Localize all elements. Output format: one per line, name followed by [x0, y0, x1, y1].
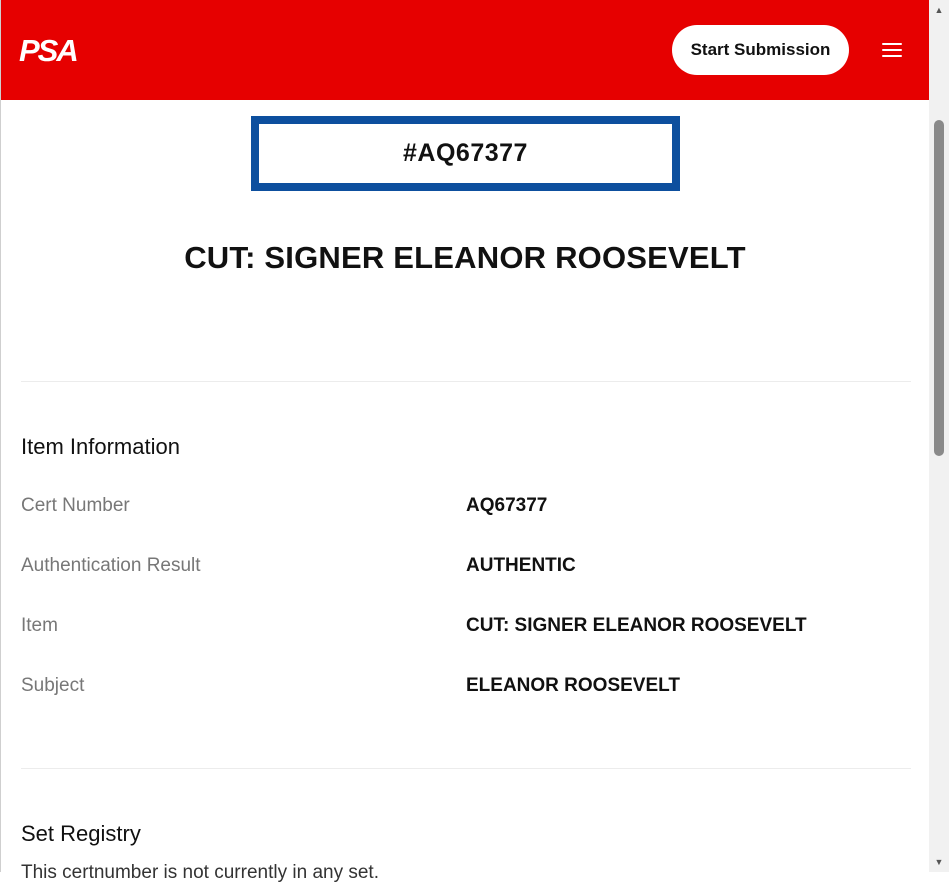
subject-label: Subject: [21, 675, 85, 696]
authentication-result-label: Authentication Result: [21, 555, 201, 576]
scrollbar-thumb[interactable]: [934, 120, 944, 456]
hamburger-menu-icon[interactable]: [880, 40, 904, 60]
start-submission-button[interactable]: Start Submission: [672, 25, 849, 75]
set-registry-heading: Set Registry: [21, 821, 141, 846]
page-title: CUT: SIGNER ELEANOR ROOSEVELT: [184, 240, 746, 275]
cert-number-label: Cert Number: [21, 495, 130, 516]
psa-logo[interactable]: [19, 34, 99, 66]
divider: [21, 381, 911, 382]
item-information-heading: Item Information: [21, 434, 180, 459]
subject-value: ELEANOR ROOSEVELT: [466, 675, 680, 696]
scroll-up-icon[interactable]: ▲: [934, 5, 944, 15]
item-value: CUT: SIGNER ELEANOR ROOSEVELT: [466, 615, 807, 636]
svg-text:PSA: PSA: [19, 33, 77, 68]
site-header: [1, 0, 929, 100]
divider: [21, 768, 911, 769]
authentication-result-value: AUTHENTIC: [466, 555, 576, 576]
scroll-down-icon[interactable]: ▼: [934, 857, 944, 867]
cert-number-value: AQ67377: [466, 495, 548, 516]
vertical-scrollbar[interactable]: [929, 0, 949, 872]
set-registry-text: This certnumber is not currently in any set.: [21, 862, 379, 883]
item-label: Item: [21, 615, 58, 636]
cert-number-box: #AQ67377: [251, 116, 680, 191]
